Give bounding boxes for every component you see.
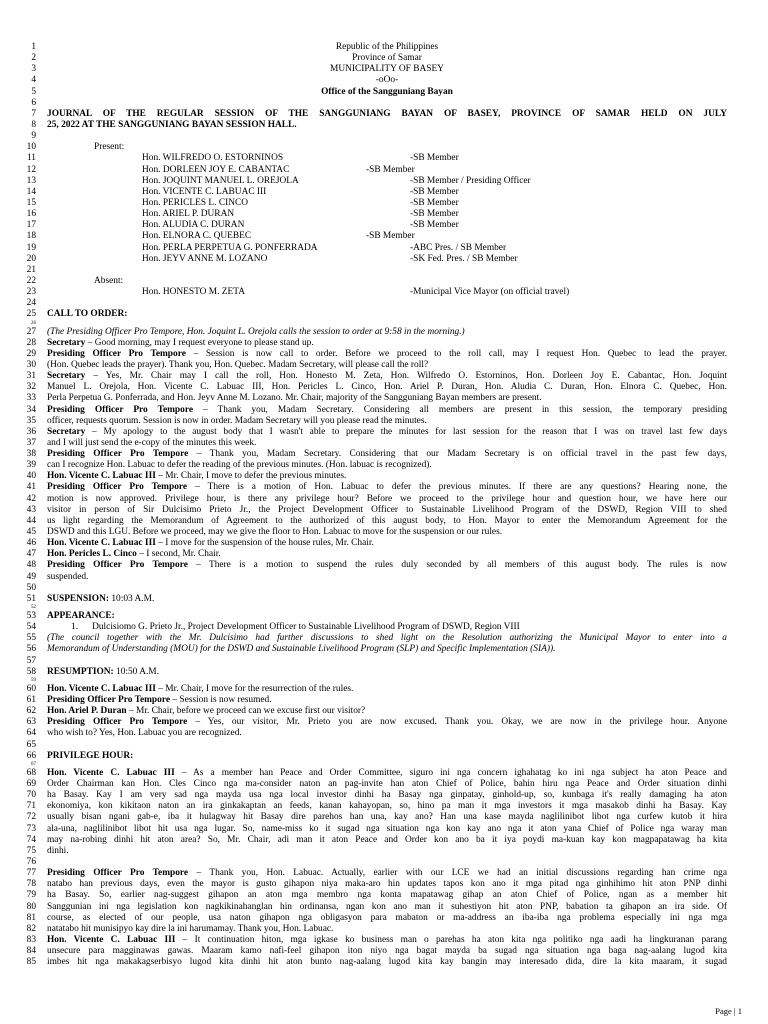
paragraph-line: natatabo hit munisipyo kay dire la ini harumamay. Thank you, Hon. Labuac. xyxy=(47,923,334,934)
line-74: 74 may na-robing dinhi hit aton area? So, Mr. Chair, adi man it aton Peace and Order kon ano ba it iya poydi ma-kuan kay kon magpapatawag ha kita xyxy=(26,834,727,845)
speaker: Presiding Officer Pro Tempore xyxy=(47,560,188,571)
line-45: 45 DSWD and this LGU. Before we proceed, may we give the floor to Hon. Labuac to move for the suspension or our rules. xyxy=(0,527,768,538)
line-36: 36 Secretary – My apology to the august body that I wasn't able to prepare the minutes for last session for the reason that I was on travel last few days xyxy=(26,426,727,437)
line-24: 24 xyxy=(26,298,36,309)
paragraph-line: – There is a motion to suspend the rules duly seconded by all members of this august body. The rules is now xyxy=(187,560,727,571)
line-35: 35 officer, requests quorum. Session is now in order. Madam Secretary will you please read the minutes. xyxy=(0,416,768,427)
line-5: 5 Office of the Sangguniang Bayan xyxy=(0,87,768,98)
paragraph-line: DSWD and this LGU. Before we proceed, may we give the floor to Hon. Labuac to move for the suspension or our rules. xyxy=(47,527,503,538)
paragraph-line: suspended. xyxy=(47,571,89,582)
attendee-name: Hon. PERICLES L. CINCO xyxy=(142,197,248,208)
paragraph-line: – Yes, Mr. Chair may I call the roll, Hon. Honesto M. Zeta, Hon. Wilfredo O. Estorninos, Hon. Dorleen Joy E. Cabantac, Hon. Joquint xyxy=(85,371,727,382)
attendee-role: -SK Fed. Pres. / SB Member xyxy=(410,253,518,264)
paragraph-line: us light regarding the Memorandum of Agreement to the authorized of this august body, to Hon. Mayor to enter the Memorandum Agreement for the xyxy=(47,515,727,526)
header-country: Republic of the Philippines xyxy=(335,42,439,52)
line-15: 15 Hon. PERICLES L. CINCO -SB Member xyxy=(26,197,459,208)
attendee-role: -SB Member xyxy=(410,153,459,164)
attendee-role: -SB Member xyxy=(410,220,459,231)
speaker: Secretary xyxy=(47,337,86,348)
line-40: 40 Hon. Vicente C. Labuac III – Mr. Chair, I move to defer the previous minutes. xyxy=(26,471,347,482)
speaker: Presiding Officer Pro Tempore xyxy=(47,695,170,706)
paragraph-line: – As a member han Peace and Order Committee, siguro ini nga concern ighahatag ko ini nga subject ha aton Peace and xyxy=(174,767,727,778)
attendee-role: -SB Member / Presiding Officer xyxy=(410,175,531,186)
line-20: 20 Hon. JEYV ANNE M. LOZANO -SK Fed. Pres. / SB Member xyxy=(26,253,518,264)
paragraph-line: ekonomiya, kon kikitaon naton an ira ginkakaptan an feeds, kanan kahayopan, so, hino pa man it mga investors it mga masakob dinhi ha Basay. Kay xyxy=(47,801,727,812)
paragraph-line: course, as elected of our people, usa naton gihapon nga obligasyon para mabaton or ma-address an iba-iba nga problema especially ini nga mga xyxy=(47,912,727,923)
line-69: 69 Order Chairman kan Hon. Cles Cinco nga ma-consider naton an pag-invite han aton Chief of Police, bahin hiru nga Peace and Order situation dinhi xyxy=(26,779,727,789)
line-46: 46 Hon. Vicente C. Labuac III – I move for the suspension of the house rules, Mr. Chair. xyxy=(26,538,374,549)
section-privilege-hour: PRIVILEGE HOUR: xyxy=(47,750,134,761)
line-73: 73 ala-una, naglilinibot libot hit usa nga lugar. So, name-miss ko it sugad nga situation nga kon kay ano nga it aton yana Chief of Police nga waray man xyxy=(26,823,727,834)
line-83: 83 Hon. Vicente C. Labuac III – It continuation hiton, mga igkase ko business man o parehas ha aton kita nga politiko nga aadi ha lingkuranan parang xyxy=(26,934,727,945)
paragraph-line: may na-robing dinhi hit aton area? So, Mr. Chair, adi man it aton Peace and Order kon ano ba it iya poydi ma-kuan kay kon magpapatawag ha kita xyxy=(47,834,727,845)
line-61: 61 Presiding Officer Pro Tempore – Session is now resumed. xyxy=(26,695,272,706)
line-63: 63 Presiding Officer Pro Tempore – Yes, our visitor, Mr. Prieto you are now excused. Thank you. Okay, we are now in the privilege hour. Anyone xyxy=(26,717,727,728)
line-28: 28 Secretary – Good morning, may I request everyone to please stand up. xyxy=(26,337,314,348)
speaker: Hon. Ariel P. Duran xyxy=(47,706,127,717)
paragraph-line: Manuel L. Orejola, Hon. Vicente C. Labuac III, Hon. Pericles L. Cinco, Hon. Ariel P. Duran, Hon. Aludia C. Duran, Hon. Elnora C. Quebec, Hon. xyxy=(47,382,727,393)
paragraph-line: – Mr. Chair, before we proceed can we excuse first our visitor? xyxy=(126,706,366,717)
paragraph-line: and I will just send the e-copy of the minutes this week. xyxy=(47,437,257,448)
attendee-role: -SB Member xyxy=(366,231,415,242)
line-43: 43 visitor in person of Sir Dulcisimo Prieto Jr., the Project Development Officer to Sustainable Livelihood Program of the DSWD, Region VIII to shed xyxy=(26,504,727,515)
suspension-time: 10:03 A.M. xyxy=(109,593,155,604)
line-29: 29 Presiding Officer Pro Tempore – Session is now call to order. Before we proceed to the roll call, may I request Hon. Quebec to lead the prayer. xyxy=(26,348,727,359)
paragraph-line: ala-una, naglilinibot libot hit usa nga lugar. So, name-miss ko it sugad nga situation nga kon kay ano nga it aton yana Chief of Police nga waray man xyxy=(47,823,727,834)
line-85: 85 imbes hit nga makakagserbisyo lugod kita dinhi hit aton bunto nag-aalang lugod kita kay bangin may interesado dida, dire la kita maaram, it sugad xyxy=(26,957,727,968)
line-58: 58 RESUMPTION: 10:50 A.M. xyxy=(26,666,159,677)
line-79: 79 ha Basay. So, earlier nag-suggest gihapon an aton mga membro nga konta mapatawag gihap an aton Chief of Police, ngan as a member hit xyxy=(26,890,727,901)
paragraph-line: – My apology to the august body that I wasn't able to prepare the minutes for last session for the reason that I was on travel last few days xyxy=(85,426,727,437)
line-59: 59 xyxy=(31,677,36,683)
line-49: 49 suspended. xyxy=(0,572,768,583)
attendee-role: -SB Member xyxy=(410,197,459,208)
attendee-name: Hon. ELNORA C. QUEBEC xyxy=(142,231,252,242)
line-21: 21 xyxy=(26,264,36,275)
line-2: 2 Province of Samar xyxy=(0,53,768,64)
paragraph-line: can I recognize Hon. Labuac to defer the reading of the previous minutes. (Hon. labuac is recognized). xyxy=(47,460,432,471)
paragraph-line: ha Basay. Kay I am very sad nga mayda usa nga local investor dinhi ha Basay nga ginpatay, ginhold-up, so, kunbaga it's really damaging ha aton xyxy=(47,790,727,801)
paragraph-line: (The Presiding Officer Pro Tempore, Hon. Joquint L. Orejola calls the session to order at 9:58 in the morning.) xyxy=(47,326,465,337)
speaker: Secretary xyxy=(47,426,86,437)
line-19: 19 Hon. PERLA PERPETUA G. PONFERRADA -ABC Pres. / SB Member xyxy=(26,242,507,253)
line-44: 44 us light regarding the Memorandum of Agreement to the authorized of this august body, to Hon. Mayor to enter the Memorandum Agreement for the xyxy=(26,515,727,526)
line-60: 60 Hon. Vicente C. Labuac III – Mr. Chair, I move for the resurrection of the rules. xyxy=(26,683,354,694)
line-6: 6 xyxy=(31,97,36,108)
paragraph-line: – There is a motion of Hon. Labuac to defer the previous minutes. If there are any questions? Hearing none, the xyxy=(187,482,727,493)
header-office: Office of the Sangguniang Bayan xyxy=(321,86,453,97)
resumption-time: 10:50 A.M. xyxy=(113,666,159,677)
journal-body xyxy=(0,42,768,968)
line-76: 76 xyxy=(26,856,36,867)
attendee-name: Hon. VICENTE C. LABUAC III xyxy=(142,186,267,197)
line-50: 50 xyxy=(26,582,36,593)
absentee-name: Hon. HONESTO M. ZETA xyxy=(142,287,245,298)
line-66: 66 PRIVILEGE HOUR: xyxy=(0,751,768,762)
line-41: 41 Presiding Officer Pro Tempore – There is a motion of Hon. Labuac to defer the previous minutes. If there are any questions? Hearing none, the xyxy=(26,482,727,493)
paragraph-line: – Good morning, may I request everyone to please stand up. xyxy=(85,337,314,348)
paragraph-line: – I move for the suspension of the house rules, Mr. Chair. xyxy=(155,538,374,549)
paragraph-line: – Session is now call to order. Before we proceed to the roll call, may I request Hon. Quebec to lead the prayer. xyxy=(185,348,727,359)
paragraph-line: – Yes, our visitor, Mr. Prieto you are now excused. Thank you. Okay, we are now in the privilege hour. Anyone xyxy=(187,717,727,728)
line-3: 3 MUNICIPALITY OF BASEY xyxy=(0,64,768,75)
speaker: Presiding Officer Pro Tempore xyxy=(47,868,189,879)
line-34: 34 Presiding Officer Pro Tempore – Thank you, Madam Secretary. Considering all members are present in this session, the temporary presiding xyxy=(26,404,727,415)
header-municipality: MUNICIPALITY OF BASEY xyxy=(330,64,444,75)
line-18: 18 Hon. ELNORA C. QUEBEC -SB Member xyxy=(26,231,415,242)
line-82: 82 natatabo hit munisipyo kay dire la ini harumamay. Thank you, Hon. Labuac. xyxy=(0,924,768,935)
paragraph-line: unsecure para magginawas gawas. Maaram kamo nafi-feel gihapon iton niyo nga bagat mayda ba sugad nga situation nga baga nag-aalang lugod kita xyxy=(47,946,727,957)
section-suspension: SUSPENSION: xyxy=(47,593,109,604)
line-23: 23 Hon. HONESTO M. ZETA -Municipal Vice Mayor (on official travel) xyxy=(26,287,570,298)
speaker: Presiding Officer Pro Tempore xyxy=(47,482,188,493)
attendee-name: Hon. JEYV ANNE M. LOZANO xyxy=(142,253,268,264)
attendee-name: Hon. JOQUINT MANUEL L. OREJOLA xyxy=(142,175,299,186)
line-51: 51 SUSPENSION: 10:03 A.M. xyxy=(26,593,155,604)
paragraph-line: motion is now approved. Privilege hour, is there any privilege hour? Before we proceed to the privilege hour and question hour, we have here our xyxy=(47,493,727,504)
attendee-name: Hon. WILFREDO O. ESTORNINOS xyxy=(142,153,284,164)
speaker: Hon. Vicente C. Labuac III xyxy=(47,934,176,945)
line-53: 53 APPEARANCE: xyxy=(0,611,768,622)
line-9: 9 xyxy=(31,131,36,142)
paragraph-line: – Thank you, Hon. Labuac. Actually, earlier with our LCE we had an initial discussions regarding han crime nga xyxy=(188,868,727,879)
paragraph-line: imbes hit nga makakagserbisyo lugod kita dinhi hit aton bunto nag-aalang lugod kita kay bangin may interesado dida, dire la kita maaram, it sugad xyxy=(47,957,727,968)
paragraph-line: dinhi. xyxy=(47,845,69,856)
speaker: Hon. Vicente C. Labuac III xyxy=(47,471,156,482)
attendee-role: -SB Member xyxy=(410,186,459,197)
paragraph-line: – Thank you, Madam Secretary. Considering that our Madam Secretary is on official travel in the past few days, xyxy=(188,449,727,460)
speaker: Hon. Vicente C. Labuac III xyxy=(47,767,175,778)
present-label: Present: xyxy=(94,142,125,153)
speaker: Presiding Officer Pro Tempore xyxy=(47,717,188,728)
speaker: Hon. Vicente C. Labuac III xyxy=(47,538,156,549)
line-42: 42 motion is now approved. Privilege hour, is there any privilege hour? Before we proceed to the privilege hour and question hour, we have here our xyxy=(26,493,727,504)
speaker: Presiding Officer Pro Tempore xyxy=(47,348,186,359)
line-56: 56 Memorandum of Understanding (MOU) for the DSWD and Sustainable Livelihood Program (SLP) and Specific Implementation (SIA)). xyxy=(0,644,768,655)
paragraph-line: – Session is now resumed. xyxy=(170,695,272,706)
journal-title: JOURNAL OF THE REGULAR SESSION OF THE SANGGUNIANG BAYAN OF BASEY, PROVINCE OF SAMAR HELD ON JULY xyxy=(47,108,727,119)
line-84: 84 unsecure para magginawas gawas. Maaram kamo nafi-feel gihapon iton niyo nga bagat mayda ba sugad nga situation nga baga nag-aalang lugod kita xyxy=(26,946,727,957)
line-27: 27 (The Presiding Officer Pro Tempore, Hon. Joquint L. Orejola calls the session to order at 9:58 in the morning.) xyxy=(0,327,768,338)
line-67: 67 xyxy=(31,761,36,767)
section-call-to-order: CALL TO ORDER: xyxy=(47,309,128,320)
line-22: 22 Absent: xyxy=(0,276,768,287)
absent-label: Absent: xyxy=(94,275,124,286)
line-33: 33 Perla Perpetua G. Ponferrada, and Hon. Jeyv Anne M. Lozano. Mr. Chair, majority of the Sangguniang Bayan members are present. xyxy=(0,393,768,404)
speaker: Presiding Officer Pro Tempore xyxy=(47,449,189,460)
attendee-name: Hon. DORLEEN JOY E. CABANTAC xyxy=(142,164,290,175)
line-57: 57 xyxy=(26,655,36,666)
line-68: 68 Hon. Vicente C. Labuac III – As a member han Peace and Order Committee, siguro ini nga concern ighahatag ko ini nga subject ha aton Peace and xyxy=(26,767,727,778)
attendee-name: Hon. PERLA PERPETUA G. PONFERRADA xyxy=(142,242,318,253)
line-54: 54 1. Dulcisiomo G. Prieto Jr., Project Development Officer to Sustainable Livelihood Program of DSWD, Region VIII xyxy=(0,622,768,633)
paragraph-line: Perla Perpetua G. Ponferrada, and Hon. Jeyv Anne M. Lozano. Mr. Chair, majority of the Sangguniang Bayan members are present. xyxy=(47,393,542,404)
section-appearance: APPEARANCE: xyxy=(47,611,115,622)
header-province: Province of Samar xyxy=(352,53,422,64)
line-80: 80 Sanggunian ini nga legislation kon nagkikinahanglan hin ordinansa, ngan kon ano man it suhestiyon hit aton PNP, babation ta gihapon an ira side. Of xyxy=(26,901,727,912)
line-4: 4 -oOo- xyxy=(0,75,768,86)
line-37: 37 and I will just send the e-copy of the minutes this week. xyxy=(0,438,768,449)
line-1: 1 Republic of the Philippines xyxy=(0,42,768,53)
attendee-role: -ABC Pres. / SB Member xyxy=(410,242,507,253)
line-7: 7 JOURNAL OF THE REGULAR SESSION OF THE SANGGUNIANG BAYAN OF BASEY, PROVINCE OF SAMAR HELD ON JULY xyxy=(31,108,727,119)
paragraph-line: who wish to? Yes, Hon. Labuac you are recognized. xyxy=(47,728,242,739)
line-32: 32 Manuel L. Orejola, Hon. Vicente C. Labuac III, Hon. Pericles L. Cinco, Hon. Ariel P. Duran, Hon. Aludia C. Duran, Hon. Elnora C. Quebec, Hon. xyxy=(26,382,727,393)
speaker: Hon. Vicente C. Labuac III xyxy=(47,683,156,694)
paragraph-line: Sanggunian ini nga legislation kon nagkikinahanglan hin ordinansa, ngan kon ano man it suhestiyon hit aton PNP, babation ta gihapon an ira side. Of xyxy=(47,901,727,912)
line-72: 72 usually bisan ngani gab-e, iba it hulagway hit Basay dire parehos han una, kay ano? Han una kase mayda naglilinibot libot nga curfew kutob it hira xyxy=(26,812,727,823)
journal-title-cont: 25, 2022 AT THE SANGGUNIANG BAYAN SESSION HALL. xyxy=(47,119,297,130)
attendee-role: -SB Member xyxy=(410,209,459,220)
paragraph-line: – Mr. Chair, I move for the resurrection of the rules. xyxy=(155,683,354,694)
line-64: 64 who wish to? Yes, Hon. Labuac you are recognized. xyxy=(0,728,768,739)
line-75: 75 dinhi. xyxy=(0,846,768,857)
line-16: 16 Hon. ARIEL P. DURAN -SB Member xyxy=(26,209,459,220)
paragraph-line: officer, requests quorum. Session is now in order. Madam Secretary will you please read the minutes. xyxy=(47,415,427,426)
attendee-role: -SB Member xyxy=(366,164,415,175)
paragraph-line: natabo han previous days, even the mayor is gusto gihapon niya maka-aro hin updates tapos kon ano it mga pitad nga ginhihimo hit aton PNP dinhi xyxy=(47,879,727,890)
line-52: 52 xyxy=(31,605,36,611)
speaker: Secretary xyxy=(47,371,86,382)
line-30: 30 (Hon. Quebec leads the prayer). Thank you, Hon. Quebec. Madam Secretary, will please call the roll? xyxy=(0,360,768,371)
line-71: 71 ekonomiya, kon kikitaon naton an ira ginkakaptan an feeds, kanan kahayopan, so, hino pa man it mga investors it mga masakob dinhi ha Basay. Kay xyxy=(26,801,727,812)
speaker: Presiding Officer Pro Tempore xyxy=(47,404,193,415)
paragraph-line: Memorandum of Understanding (MOU) for the DSWD and Sustainable Livelihood Program (SLP) and Specific Implementation (SIA)). xyxy=(47,644,556,655)
line-17: 17 Hon. ALUDIA C. DURAN -SB Member xyxy=(26,220,459,231)
section-resumption: RESUMPTION: xyxy=(47,666,114,677)
line-38: 38 Presiding Officer Pro Tempore – Thank you, Madam Secretary. Considering that our Madam Secretary is on official travel in the past few days, xyxy=(26,449,727,460)
absentee-role: -Municipal Vice Mayor (on official travel) xyxy=(410,287,570,298)
line-78: 78 natabo han previous days, even the mayor is gusto gihapon niya maka-aro hin updates tapos kon ano it mga pitad nga ginhihimo hit aton PNP dinhi xyxy=(26,879,727,890)
paragraph-line: (The council together with the Mr. Dulcisimo had further discussions to shed light on the Resolution authorizing the Municipal Mayor to enter into a xyxy=(47,633,727,644)
line-25: 25 CALL TO ORDER: xyxy=(0,309,768,320)
line-13: 13 Hon. JOQUINT MANUEL L. OREJOLA -SB Member / Presiding Officer xyxy=(26,175,531,186)
line-55: 55 (The council together with the Mr. Dulcisimo had further discussions to shed light on the Resolution authorizing the Municipal Mayor to enter into a xyxy=(26,633,727,644)
line-26: 26 xyxy=(31,320,36,326)
line-65: 65 xyxy=(26,739,36,750)
header-ornament: -oOo- xyxy=(375,75,399,86)
line-62: 62 Hon. Ariel P. Duran – Mr. Chair, before we proceed can we excuse first our visitor? xyxy=(26,706,366,717)
paragraph-line: Order Chairman kan Hon. Cles Cinco nga ma-consider naton an pag-invite han aton Chief of Police, bahin hiru nga Peace and Order situation dinhi xyxy=(47,779,727,789)
line-77: 77 Presiding Officer Pro Tempore – Thank you, Hon. Labuac. Actually, earlier with our LCE we had an initial discussions regarding han crime nga xyxy=(26,868,727,879)
appearance-item: 1. Dulcisiomo G. Prieto Jr., Project Development Officer to Sustainable Livelihood Program of DSWD, Region VIII xyxy=(71,622,520,633)
line-8: 8 25, 2022 AT THE SANGGUNIANG BAYAN SESSION HALL. xyxy=(0,120,768,131)
line-39: 39 can I recognize Hon. Labuac to defer the reading of the previous minutes. (Hon. labuac is recognized). xyxy=(0,460,768,471)
attendee-name: Hon. ARIEL P. DURAN xyxy=(142,209,235,220)
paragraph-line: – I second, Mr. Chair. xyxy=(136,549,221,560)
paragraph-line: usually bisan ngani gab-e, iba it hulagway hit Basay dire parehos han una, kay ano? Han una kase mayda naglilinibot libot nga curfew kutob it hira xyxy=(47,812,727,823)
line-11: 11 Hon. WILFREDO O. ESTORNINOS -SB Member xyxy=(26,153,459,164)
line-14: 14 Hon. VICENTE C. LABUAC III -SB Member xyxy=(26,186,459,197)
paragraph-line: – It continuation hiton, mga igkase ko business man o parehas ha aton kita nga politiko nga aadi ha lingkuranan parang xyxy=(175,934,727,945)
page-number: Page | 1 xyxy=(715,1006,742,1016)
line-31: 31 Secretary – Yes, Mr. Chair may I call the roll, Hon. Honesto M. Zeta, Hon. Wilfredo O. Estorninos, Hon. Dorleen Joy E. Cabantac, Hon. Joquint xyxy=(26,371,727,382)
attendee-name: Hon. ALUDIA C. DURAN xyxy=(142,220,245,231)
line-81: 81 course, as elected of our people, usa naton gihapon nga obligasyon para mabaton or ma-address an iba-iba nga problema especially ini nga mga xyxy=(26,912,727,923)
line-70: 70 ha Basay. Kay I am very sad nga mayda usa nga local investor dinhi ha Basay nga ginpatay, ginhold-up, so, kunbaga it's really damaging ha aton xyxy=(26,790,727,801)
paragraph-line: visitor in person of Sir Dulcisimo Prieto Jr., the Project Development Officer to Sustainable Livelihood Program of the DSWD, Region VIII to shed xyxy=(47,504,727,515)
line-47: 47 Hon. Pericles L. Cinco – I second, Mr. Chair. xyxy=(26,549,221,560)
line-48: 48 Presiding Officer Pro Tempore – There is a motion to suspend the rules duly seconded by all members of this august body. The rules is now xyxy=(26,560,727,571)
paragraph-line: – Mr. Chair, I move to defer the previous minutes. xyxy=(155,471,347,482)
speaker: Hon. Pericles L. Cinco xyxy=(47,549,137,560)
line-12: 12 Hon. DORLEEN JOY E. CABANTAC -SB Member xyxy=(26,164,415,175)
paragraph-line: (Hon. Quebec leads the prayer). Thank you, Hon. Quebec. Madam Secretary, will please call the roll? xyxy=(47,359,429,370)
line-10: 10 Present: xyxy=(0,142,768,153)
paragraph-line: ha Basay. So, earlier nag-suggest gihapon an aton mga membro nga konta mapatawag gihap an aton Chief of Police, ngan as a member hit xyxy=(47,890,727,901)
paragraph-line: – Thank you, Madam Secretary. Considering all members are present in this session, the temporary presiding xyxy=(193,404,727,415)
